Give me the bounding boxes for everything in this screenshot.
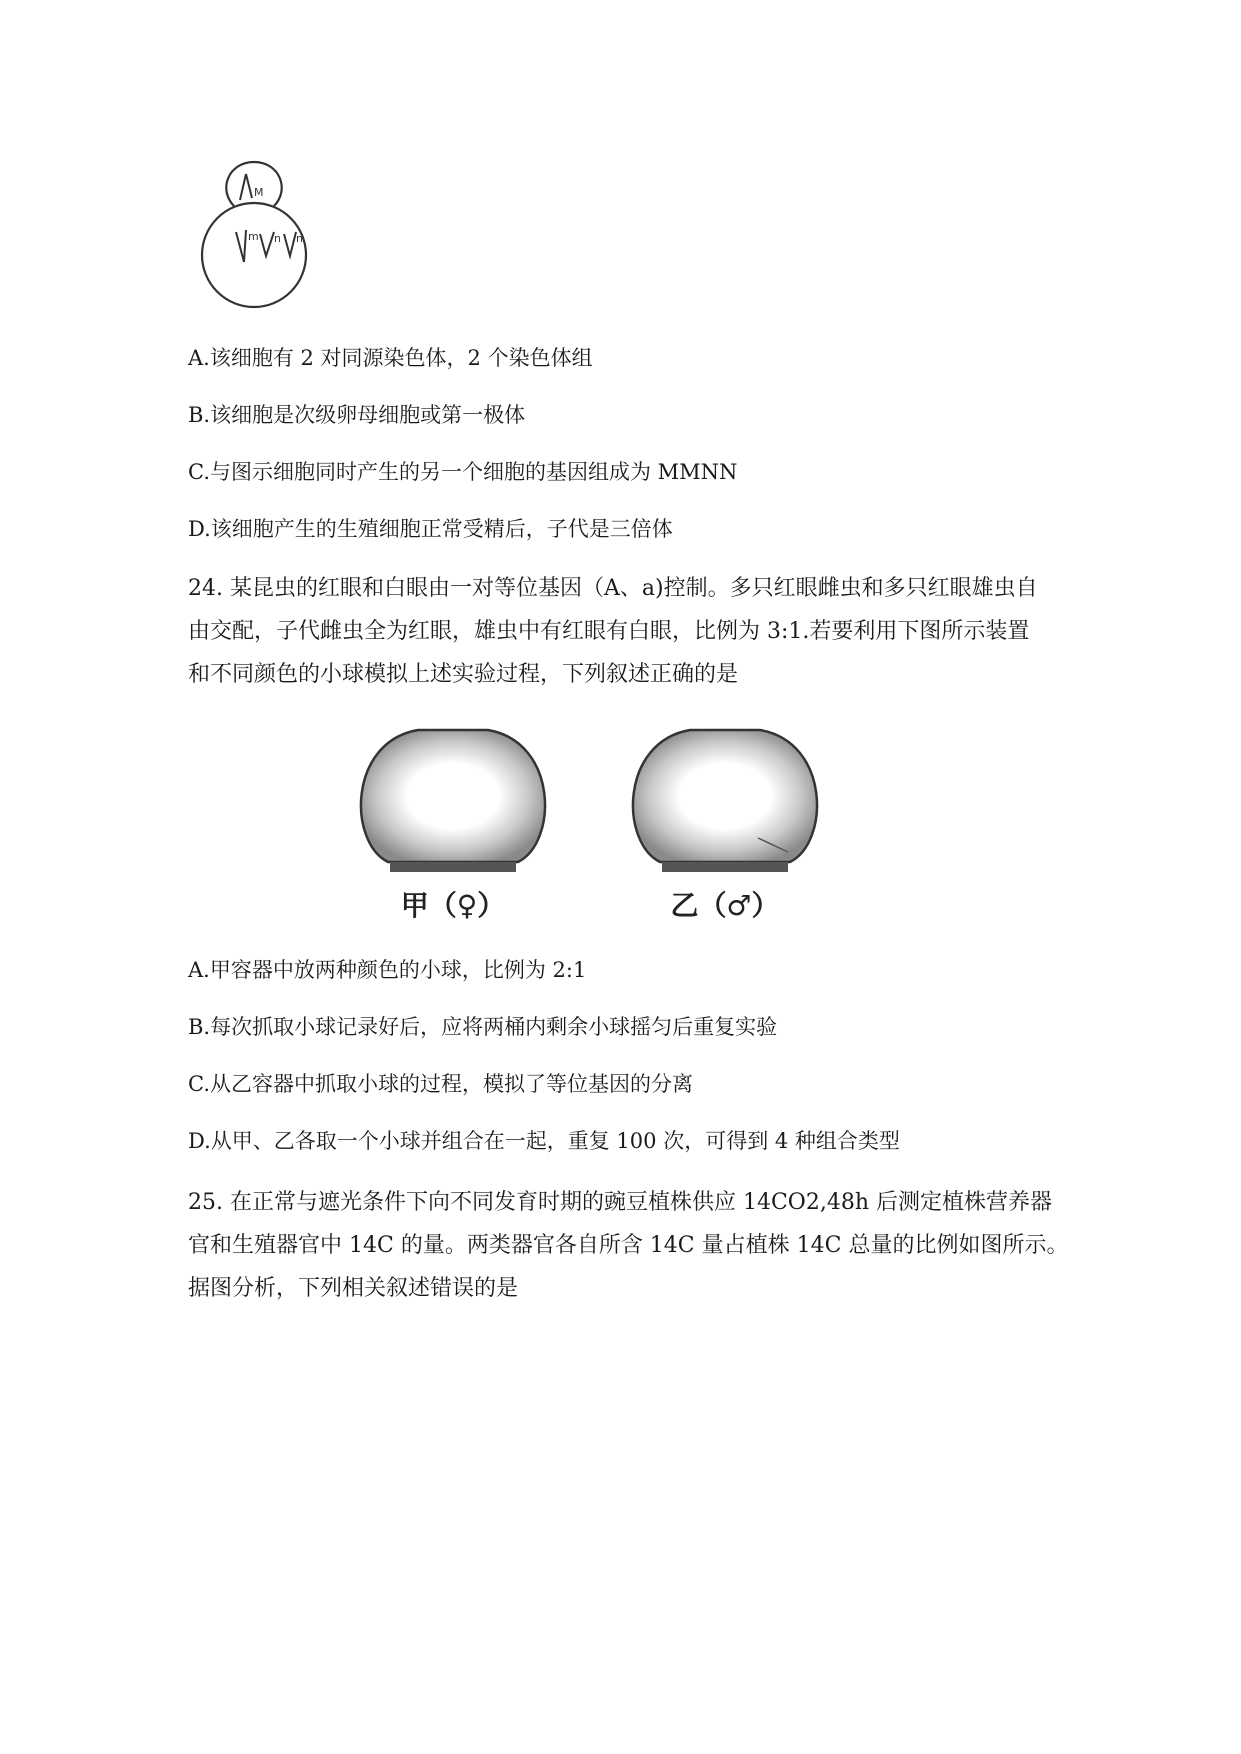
q25-stem-line-1: 25. 在正常与遮光条件下向不同发育时期的豌豆植株供应 14CO2,48h 后测定植株营养器 (188, 1190, 1052, 1215)
q25-stem-line-2: 官和生殖器官中 14C 的量。两类器官各自所含 14C 量占植株 14C 总量的比例如图所示。 (188, 1233, 1069, 1258)
gene-label-n1: n (274, 232, 281, 245)
container-jia-label: 甲（♀） (400, 889, 506, 922)
q24-stem-line-1: 24. 某昆虫的红眼和白眼由一对等位基因（A、a)控制。多只红眼雌虫和多只红眼雄虫自 (188, 576, 1038, 601)
container-jia (361, 730, 545, 872)
q23-option-b: B.该细胞是次级卵母细胞或第一极体 (188, 403, 526, 427)
q23-option-d: D.该细胞产生的生殖细胞正常受精后，子代是三倍体 (188, 517, 673, 541)
q24-option-b: B.每次抓取小球记录好后，应将两桶内剩余小球摇匀后重复实验 (188, 1015, 778, 1039)
q24-option-d: D.从甲、乙各取一个小球并组合在一起，重复 100 次，可得到 4 种组合类型 (188, 1129, 900, 1153)
gene-label-n2: n (296, 232, 303, 245)
q25-stem-line-3: 据图分析，下列相关叙述错误的是 (188, 1276, 519, 1301)
q24-stem-line-2: 由交配，子代雌虫全为红眼，雄虫中有红眼有白眼，比例为 3:1.若要利用下图所示装置 (188, 619, 1030, 644)
containers-figure (348, 722, 888, 932)
q24-stem-line-3: 和不同颜色的小球模拟上述实验过程，下列叙述正确的是 (188, 662, 739, 687)
q23-option-c: C.与图示细胞同时产生的另一个细胞的基因组成为 MMNN (188, 460, 738, 484)
gene-label-M: M (254, 186, 264, 199)
cell-figure (188, 150, 338, 310)
gene-label-m: m (248, 230, 259, 243)
container-yi (633, 730, 817, 872)
container-yi-label: 乙（♂） (670, 889, 780, 922)
q24-option-a: A.甲容器中放两种颜色的小球，比例为 2:1 (188, 958, 587, 982)
q23-option-a: A.该细胞有 2 对同源染色体，2 个染色体组 (188, 346, 593, 370)
q24-option-c: C.从乙容器中抓取小球的过程，模拟了等位基因的分离 (188, 1072, 693, 1096)
